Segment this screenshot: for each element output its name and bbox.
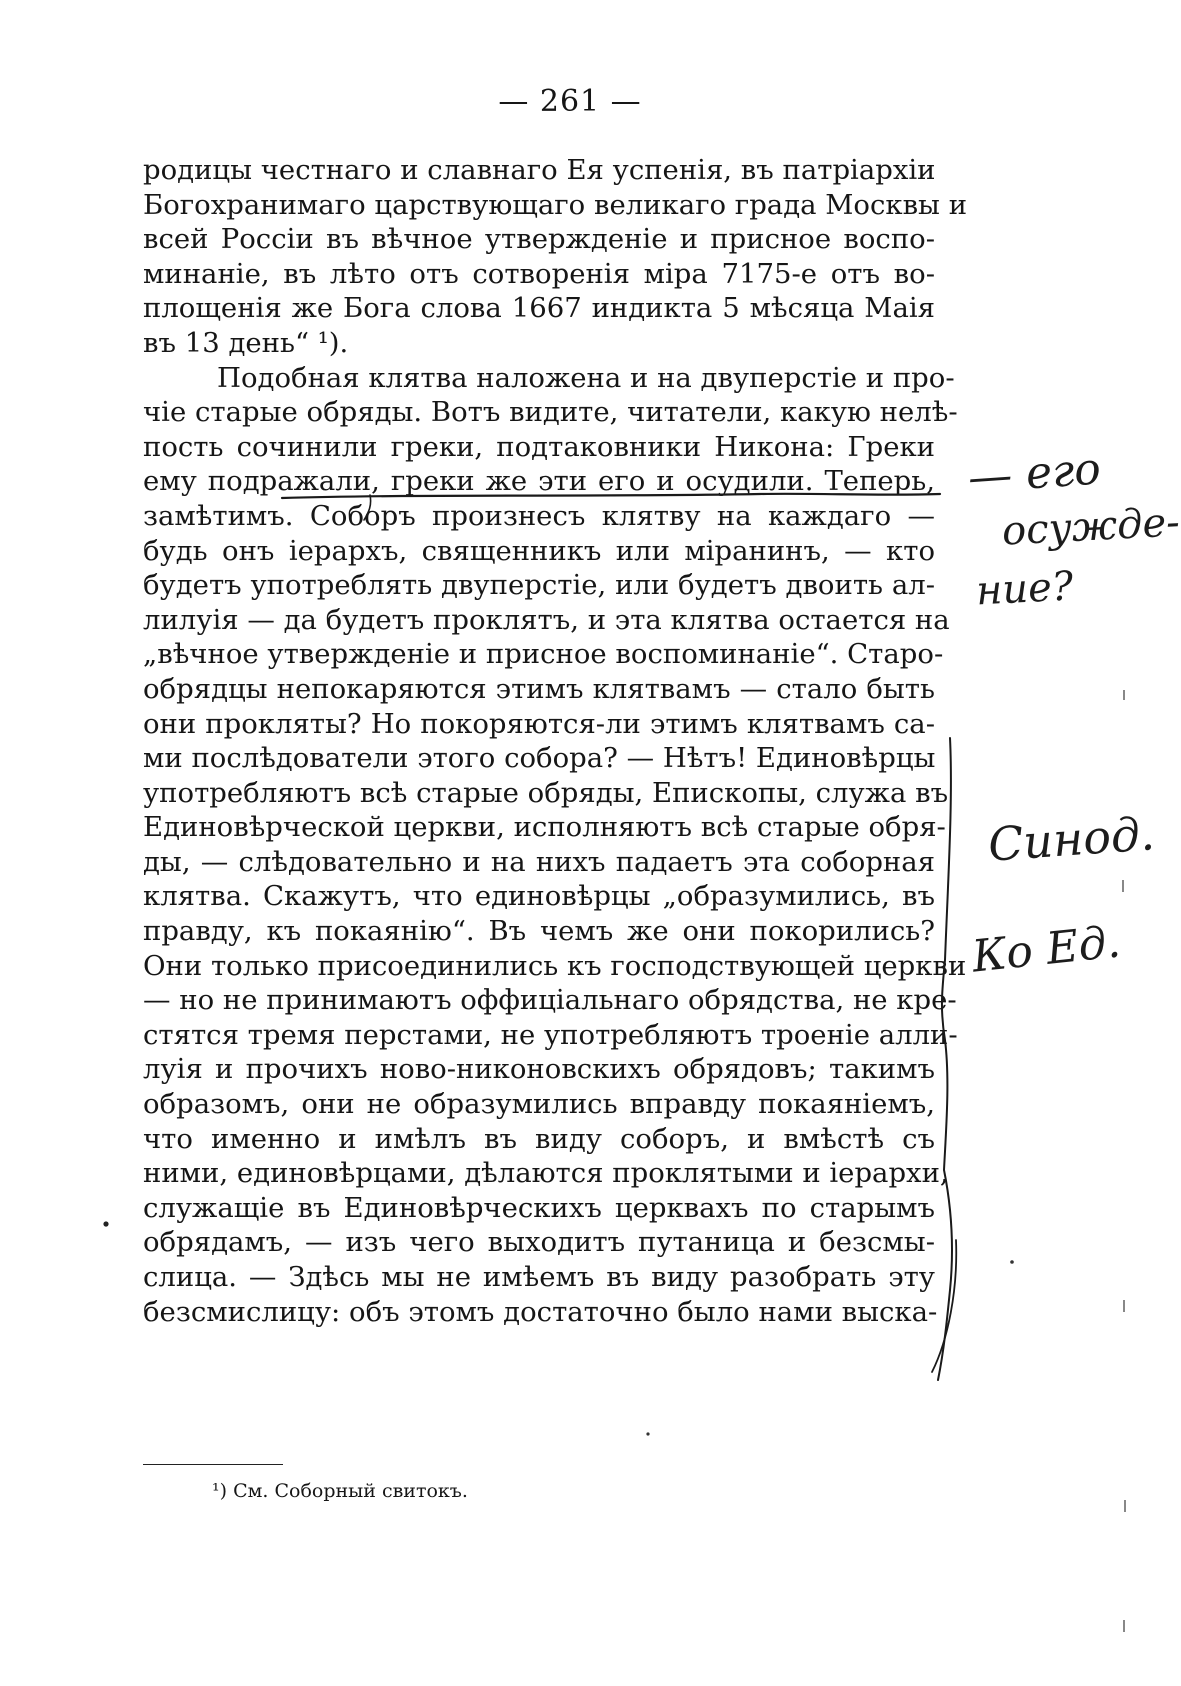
marginal-note-line: Синод. <box>986 806 1157 872</box>
text-line: всей Россіи въ вѣчное утвержденіе и присное воспо- <box>143 223 935 256</box>
text-line: обрядамъ, — изъ чего выходитъ путаница и безсмы- <box>143 1226 935 1259</box>
text-line: замѣтимъ. Соборъ произнесъ клятву на каждаго — <box>143 499 935 532</box>
text-line: ними, единовѣрцами, дѣлаются проклятыми и іерархи, <box>143 1157 949 1190</box>
text-line: правду, къ покаянію“. Въ чемъ же они покорились? <box>143 915 935 948</box>
text-line: „вѣчное утвержденіе и присное воспоминаніе“. Старо- <box>143 638 944 671</box>
text-line: обрядцы непокаряются этимъ клятвамъ — стало быть <box>143 672 935 705</box>
text-line: лилуія — да будетъ проклятъ, и эта клятва остается на <box>143 603 950 636</box>
stray-dot <box>1010 1260 1014 1264</box>
marginal-note-line: ние? <box>974 563 1075 615</box>
text-line: ды, — слѣдовательно и на нихъ падаетъ эта соборная <box>143 845 935 878</box>
text-line: Единовѣрческой церкви, исполняютъ всѣ старые обря- <box>143 811 946 844</box>
marginal-note-line: осужде- <box>1000 499 1181 555</box>
marginal-note-line: — его <box>966 443 1103 504</box>
paragraph-start-line: Подобная клятва наложена и на двуперстіе и про- <box>217 361 955 394</box>
footnote: ¹) См. Соборный свитокъ. <box>212 1480 468 1502</box>
text-line: безсмислицу: объ этомъ достаточно было нами выска- <box>143 1295 938 1328</box>
text-line: стятся тремя перстами, не употребляютъ троеніе алли- <box>143 1018 958 1051</box>
text-line: они прокляты? Но покоряются-ли этимъ клятвамъ са- <box>143 707 935 740</box>
text-line: образомъ, они не образумились вправду покаяніемъ, <box>143 1088 935 1121</box>
text-line: — но не принимаютъ оффиціальнаго обрядства, не кре- <box>143 984 957 1017</box>
text-line: что именно и имѣлъ въ виду соборъ, и вмѣстѣ съ <box>143 1122 935 1155</box>
text-line: чіе старые обряды. Вотъ видите, читатели, какую нелѣ- <box>143 396 958 429</box>
text-line: клятва. Скажутъ, что единовѣрцы „образумились, въ <box>143 880 935 913</box>
marginal-note-line: Ко Ед. <box>969 916 1123 983</box>
text-line: площенія же Бога слова 1667 индикта 5 мѣсяца Маія <box>143 292 935 325</box>
text-line: будь онъ іерархъ, священникъ или міранинъ, — кто <box>143 534 935 567</box>
page-number: — 261 — <box>498 84 642 119</box>
stray-dot <box>103 1221 108 1226</box>
text-line: родицы честнаго и славнаго Ея успенія, въ патріархіи <box>143 154 936 186</box>
text-line: употребляютъ всѣ старые обряды, Епископы, служа въ <box>143 776 949 809</box>
body-text <box>143 153 968 1329</box>
text-line: луія и прочихъ ново-никоновскихъ обрядовъ; такимъ <box>143 1053 935 1086</box>
text-line: Они только присоединились къ господствующей церкви <box>143 949 967 982</box>
text-line: служащіе въ Единовѣрческихъ церквахъ по старымъ <box>143 1191 935 1224</box>
text-line: ми послѣдователи этого собора? — Нѣтъ! Единовѣрцы <box>143 742 936 775</box>
underlined-text-line: пость сочинили греки, подтаковники Никона: Греки <box>143 430 935 463</box>
text-line: слица. — Здѣсь мы не имѣемъ въ виду разобрать эту <box>143 1261 935 1293</box>
text-line: будетъ употреблять двуперстіе, или будетъ двоить ал- <box>143 569 935 602</box>
text-line: Богохранимаго царствующаго великаго града Москвы и <box>143 188 968 221</box>
text-line: ему подражали, греки же эти его и осудили. Теперь, <box>143 465 935 498</box>
stray-dot <box>646 1432 649 1435</box>
text-line: минаніе, въ лѣто отъ сотворенія міра 7175-е отъ во- <box>143 257 935 290</box>
footnote-rule <box>143 1464 283 1465</box>
text-line: въ 13 день“ ¹). <box>143 326 349 359</box>
